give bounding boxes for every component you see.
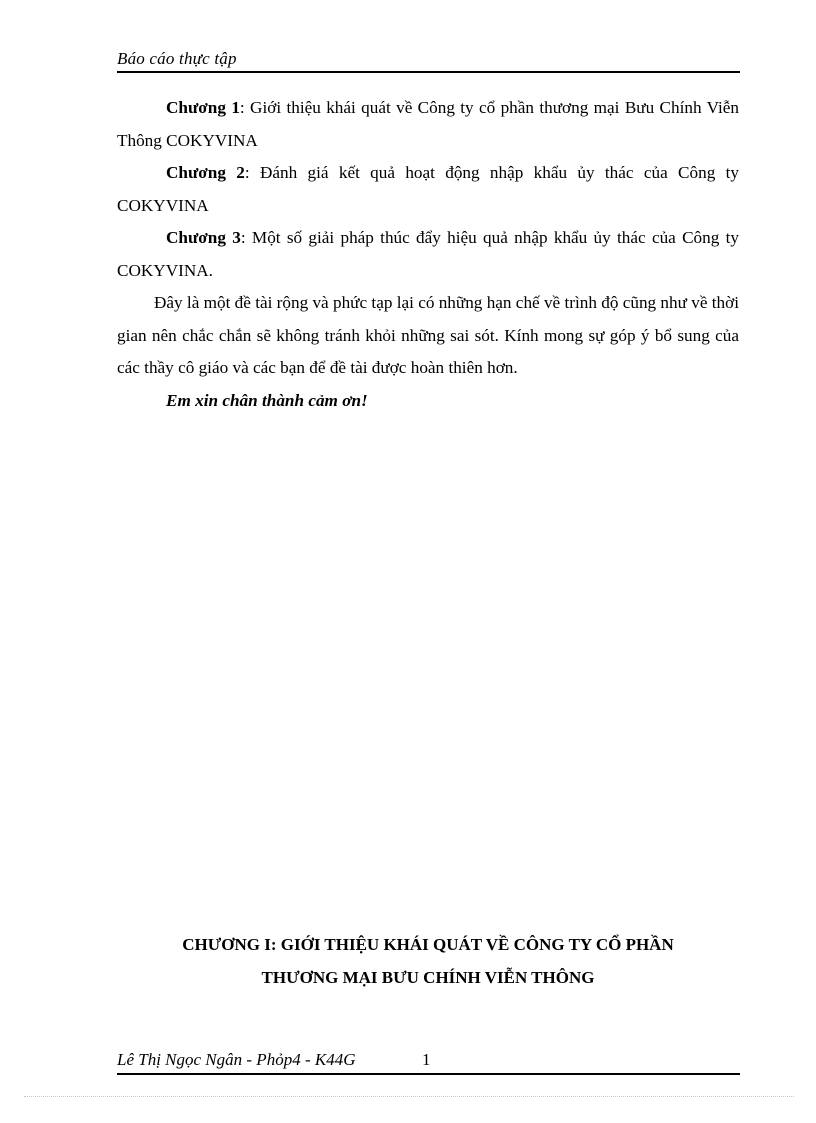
chapter-1-text: : Giới thiệu khái quát về Công ty cổ phần thương mại Bưu Chính Viễn Thông COKYVINA [117,98,739,150]
chapter-title-line-1: CHƯƠNG I: GIỚI THIỆU KHÁI QUÁT VỀ CÔNG TY CỔ PHẦN [182,935,674,954]
chapter-1-paragraph [117,92,739,157]
chapter-3-paragraph [117,222,739,287]
header-rule [117,71,740,73]
running-footer-author: Lê Thị Ngọc Ngân - Phỏp4 - K44G [117,1050,356,1069]
closing-paragraph: Đây là một đề tài rộng và phức tạp lại có những hạn chế về trình độ cũng như về thời gian nên chắc chắn sẽ không tránh khỏi những sai sót. Kính mong sự góp ý bổ sung của các thầy cô giáo và các bạn để đề tài được hoàn thiên hơn. [117,293,739,377]
page-number: 1 [422,1050,431,1069]
thanks-line: Em xin chân thành cảm ơn! [166,390,368,410]
chapter-title-line-2: THƯƠNG MẠI BƯU CHÍNH VIỄN THÔNG [261,968,595,987]
footer-rule [117,1073,740,1075]
chapter-1-label: Chương 1 [166,98,240,117]
body-text [117,92,739,417]
chapter-2-text: : Đánh giá kết quả hoạt động nhập khẩu ủy thác của Công ty COKYVINA [117,163,739,215]
chapter-title [117,928,739,994]
running-header: Báo cáo thực tập [117,49,237,68]
chapter-2-label: Chương 2 [166,163,245,182]
chapter-2-paragraph [117,157,739,222]
chapter-3-text: : Một số giải pháp thúc đẩy hiệu quả nhập khẩu ủy thác của Công ty COKYVINA. [117,228,739,280]
page-break-line [24,1096,794,1097]
chapter-3-label: Chương 3 [166,228,241,247]
